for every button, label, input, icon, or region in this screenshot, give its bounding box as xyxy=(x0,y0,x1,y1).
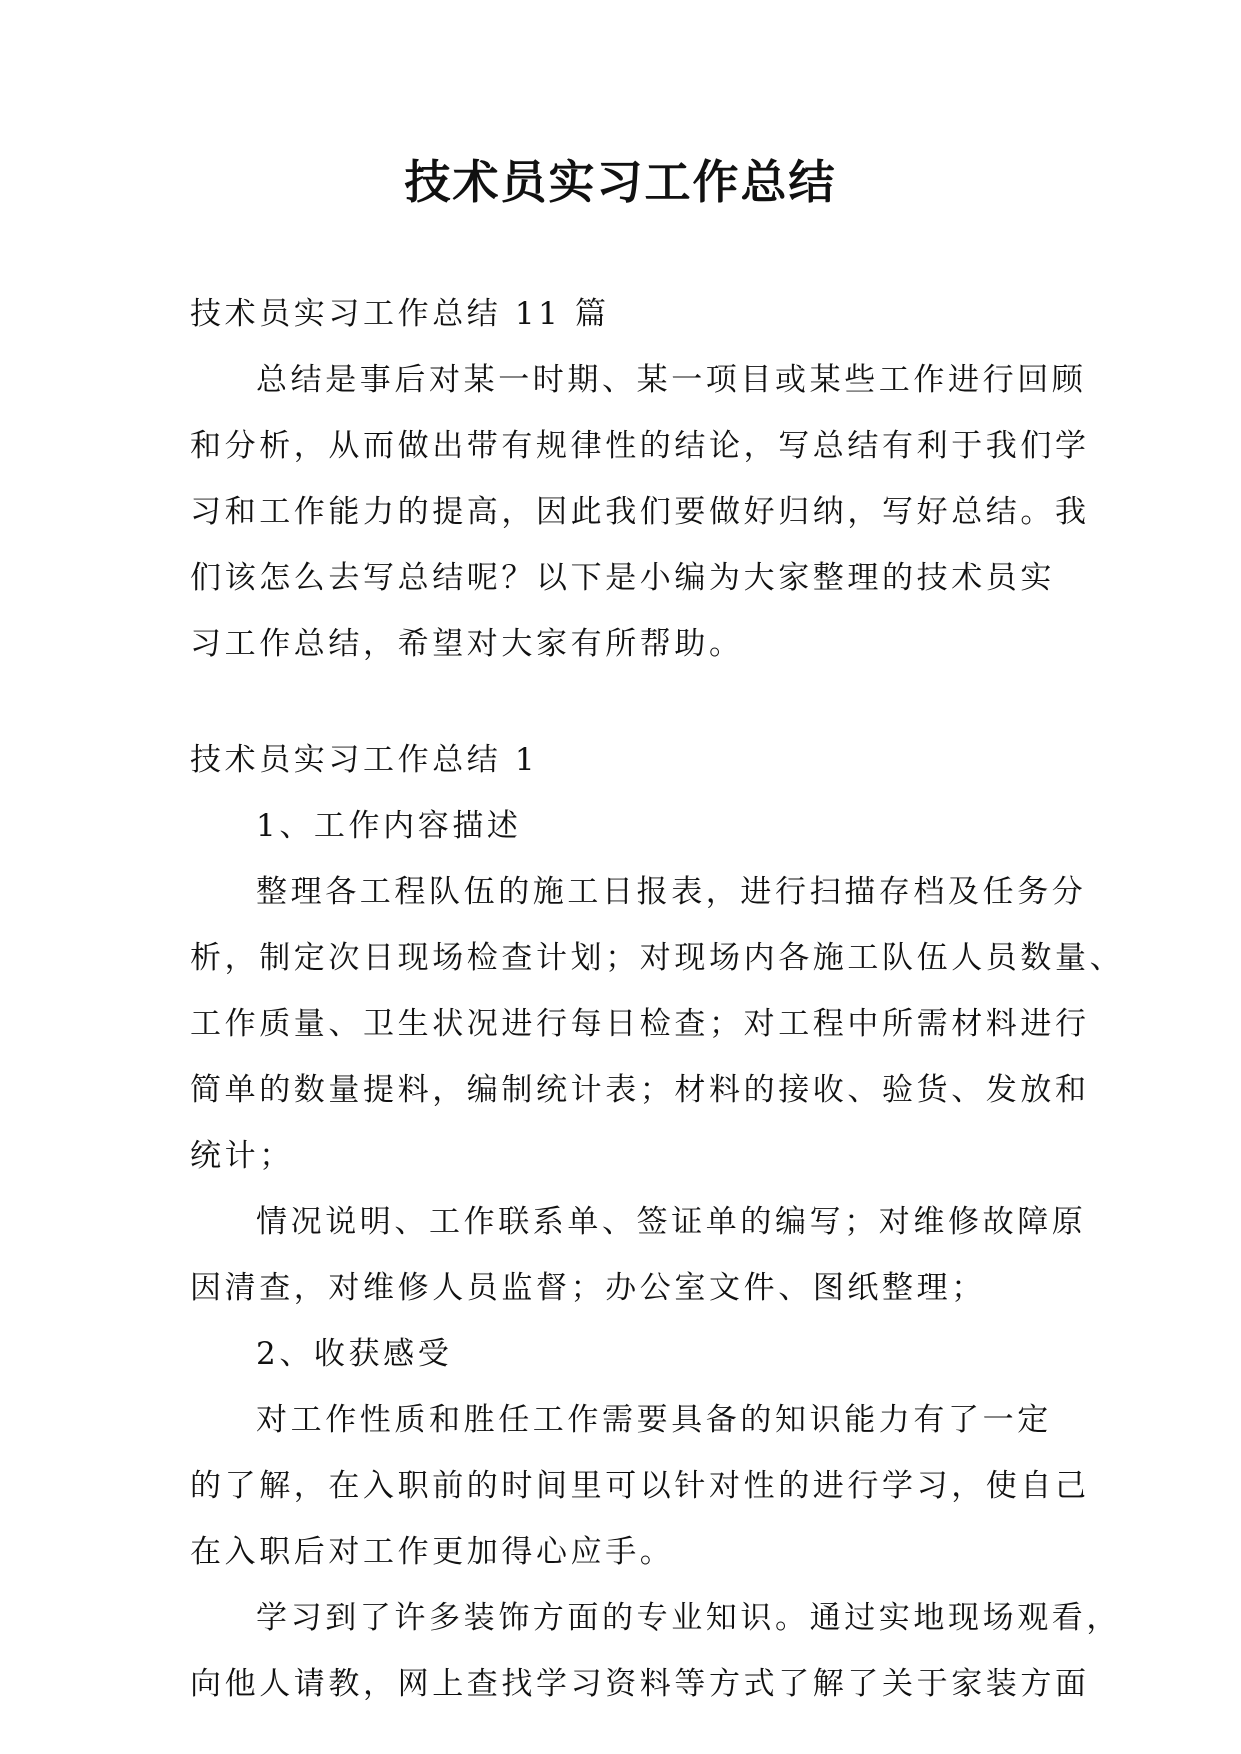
body-line: 对工作性质和胜任工作需要具备的知识能力有了一定 xyxy=(256,1402,1052,1438)
body-line: 向他人请教，网上查找学习资料等方式了解了关于家装方面 xyxy=(190,1666,1090,1702)
heading-collection: 技术员实习工作总结 11 篇 xyxy=(190,296,610,332)
body-line: 整理各工程队伍的施工日报表，进行扫描存档及任务分 xyxy=(256,874,1087,910)
body-line: 学习到了许多装饰方面的专业知识。通过实地现场观看， xyxy=(256,1600,1121,1636)
intro-line: 和分析，从而做出带有规律性的结论，写总结有利于我们学 xyxy=(190,428,1090,464)
intro-line: 习和工作能力的提高，因此我们要做好归纳，写好总结。我 xyxy=(190,494,1090,530)
body-line: 统计； xyxy=(190,1138,294,1174)
subheading: 2、收获感受 xyxy=(256,1336,453,1372)
intro-line: 习工作总结，希望对大家有所帮助。 xyxy=(190,626,744,662)
body-line: 工作质量、卫生状况进行每日检查；对工程中所需材料进行 xyxy=(190,1006,1090,1042)
section-heading: 技术员实习工作总结 1 xyxy=(190,742,539,778)
body-line: 的了解，在入职前的时间里可以针对性的进行学习，使自己 xyxy=(190,1468,1090,1504)
intro-line: 总结是事后对某一时期、某一项目或某些工作进行回顾 xyxy=(256,362,1087,398)
body-line: 析，制定次日现场检查计划；对现场内各施工队伍人员数量、 xyxy=(190,940,1125,976)
body-line: 在入职后对工作更加得心应手。 xyxy=(190,1534,675,1570)
subheading: 1、工作内容描述 xyxy=(256,808,522,844)
body-line: 因清查，对维修人员监督；办公室文件、图纸整理； xyxy=(190,1270,986,1306)
body-line: 简单的数量提料，编制统计表；材料的接收、验货、发放和 xyxy=(190,1072,1090,1108)
intro-line: 们该怎么去写总结呢？以下是小编为大家整理的技术员实 xyxy=(190,560,1055,596)
body-line: 情况说明、工作联系单、签证单的编写；对维修故障原 xyxy=(256,1204,1087,1240)
document-title: 技术员实习工作总结 xyxy=(404,155,837,209)
